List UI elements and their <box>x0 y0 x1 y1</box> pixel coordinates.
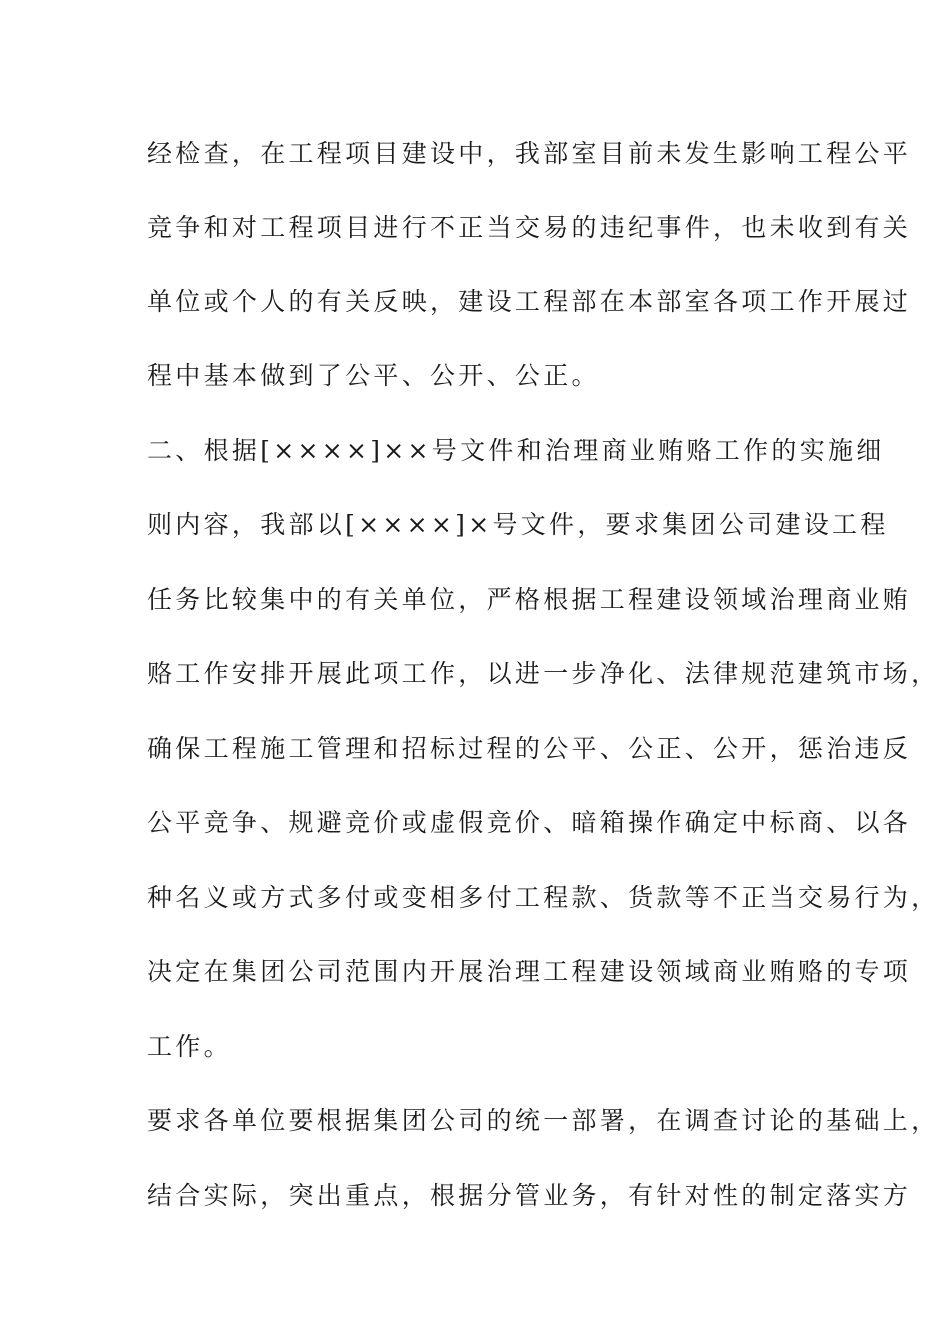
paragraph-2-line-2: 则内容，我部以[××××]×号文件，要求集团公司建设工程 <box>147 510 889 539</box>
paragraph-2-line-8: 决定在集团公司范围内开展治理工程建设领域商业贿赂的专项 <box>147 957 912 986</box>
paragraph-2-line-3: 任务比较集中的有关单位，严格根据工程建设领域治理商业贿 <box>147 585 912 614</box>
paragraph-2-line-5: 确保工程施工管理和招标过程的公平、公正、公开，惩治违反 <box>147 734 912 763</box>
paragraph-1-line-4: 程中基本做到了公平、公开、公正。 <box>147 361 600 390</box>
paragraph-2-line-9: 工作。 <box>147 1032 232 1061</box>
paragraph-2-line-1: 二、根据[××××]××号文件和治理商业贿赂工作的实施细 <box>147 436 885 465</box>
paragraph-3-line-1: 要求各单位要根据集团公司的统一部署，在调查讨论的基础上， <box>147 1106 940 1135</box>
paragraph-3-line-2: 结合实际，突出重点，根据分管业务，有针对性的制定落实方 <box>147 1181 912 1210</box>
paragraph-1-line-2: 竞争和对工程项目进行不正当交易的违纪事件，也未收到有关 <box>147 213 912 242</box>
paragraph-1-line-3: 单位或个人的有关反映，建设工程部在本部室各项工作开展过 <box>147 287 912 316</box>
paragraph-2-line-7: 种名义或方式多付或变相多付工程款、货款等不正当交易行为， <box>147 883 940 912</box>
paragraph-1-line-1: 经检查，在工程项目建设中，我部室目前未发生影响工程公平 <box>147 139 912 168</box>
paragraph-2-line-6: 公平竞争、规避竞价或虚假竞价、暗箱操作确定中标商、以各 <box>147 808 912 837</box>
paragraph-2-line-4: 赂工作安排开展此项工作，以进一步净化、法律规范建筑市场， <box>147 659 940 688</box>
